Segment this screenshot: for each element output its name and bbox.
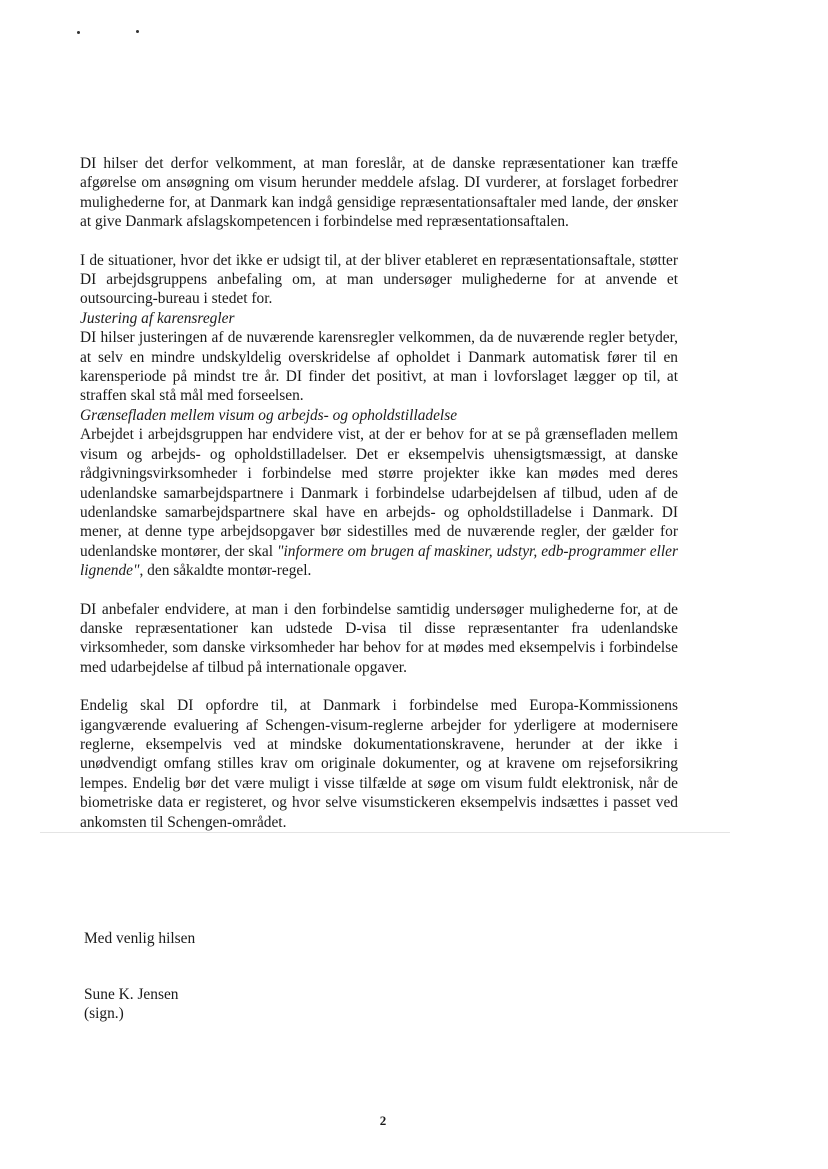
body-paragraph: I de situationer, hvor det ikke er udsigt til, at der bliver etableret en repræsentationsaftale, støtter DI arbejdsgruppens anbefaling om, at man undersøger mulighederne for at anvende et outsourcing-bureau i stedet for.: [80, 251, 678, 308]
quoted-rule-text: "informere om brugen af maskiner, udstyr, edb-programmer eller lignende": [80, 542, 678, 580]
scan-artifact-line: [40, 832, 730, 833]
page-number: 2: [379, 1113, 387, 1128]
closing-greeting: Med venlig hilsen: [84, 930, 196, 947]
body-paragraph: Endelig skal DI opfordre til, at Danmark i forbindelse med Europa-Kommissionens igangværende evaluering af Schengen-visum-reglerne arbejder for yderligere at modernisere reglerne, eksempelvis ved at mindske dokumentationskravene, herunder at der ikke i unødvendigt omfang stilles krav om originale dokumenter, og at kravene om rejseforsikring lempes. Endelig bør det være muligt i visse tilfælde at søge om visum fuldt elektronisk, når de biometriske data er registeret, og hvor selve visumstickeren eksempelvis indsættes i passet ved ankomsten til Schengen-området.: [80, 697, 678, 831]
scan-speck: [136, 30, 139, 33]
paragraph-text: , den såkaldte montør-regel.: [139, 562, 312, 580]
letter-body: [80, 154, 678, 832]
signer-name: Sune K. Jensen: [84, 986, 179, 1003]
paragraph-text: Arbejdet i arbejdsgruppen har endvidere vist, at der er behov for at se på grænsefladen mellem visum og arbejds- og opholdstilladelser. Det er eksempelvis uhensigtsmæssigt, at danske rådgivningsvirksomheder i forbindelse med større projekter ikke kan mødes med deres udenlandske samarbejdspartnere i Danmark i forbindelse udarbejdelsen af tilbud, uden af de udenlandske samarbejdspartnere skal have en arbejds- og opholdstilladelse i Danmark. DI mener, at denne type arbejdsopgaver bør sidestilles med de nuværende regler, der gælder for udenlandske montører, der skal: [80, 426, 678, 560]
section-heading: Grænsefladen mellem visum og arbejds- og opholdstilladelse: [80, 406, 458, 424]
body-paragraph: DI anbefaler endvidere, at man i den forbindelse samtidig undersøger mulighederne for, at de danske repræsentationer kan udstede D-visa til disse repræsentanter fra udenlandske virksomheder, som danske virksomheder har behov for at mødes med eksempelvis i forbindelse med udarbejdelse af tilbud på internationale opgaver.: [80, 600, 678, 676]
body-paragraph: DI hilser justeringen af de nuværende karensregler velkommen, da de nuværende regler betyder, at selv en mindre undskyldelig overskridelse af opholdet i Danmark automatisk fører til en karensperiode på mindst tre år. DI finder det positivt, at man i lovforslaget lægger op til, at straffen skal stå mål med forseelsen.: [80, 329, 678, 405]
body-paragraph: DI hilser det derfor velkomment, at man foreslår, at de danske repræsentationer kan træffe afgørelse om ansøgning om visum herunder meddele afslag. DI vurderer, at forslaget forbedrer mulighederne for, at Danmark kan indgå gensidige repræsentationsaftaler med lande, der ønsker at give Danmark afslagskompetencen i forbindelse med repræsentationsaftalen.: [80, 155, 678, 231]
signature-note: (sign.): [84, 1005, 124, 1023]
scan-speck: [77, 31, 80, 34]
section-heading: Justering af karensregler: [80, 309, 235, 327]
body-paragraph: [80, 425, 678, 580]
signature-block: [84, 985, 178, 1024]
